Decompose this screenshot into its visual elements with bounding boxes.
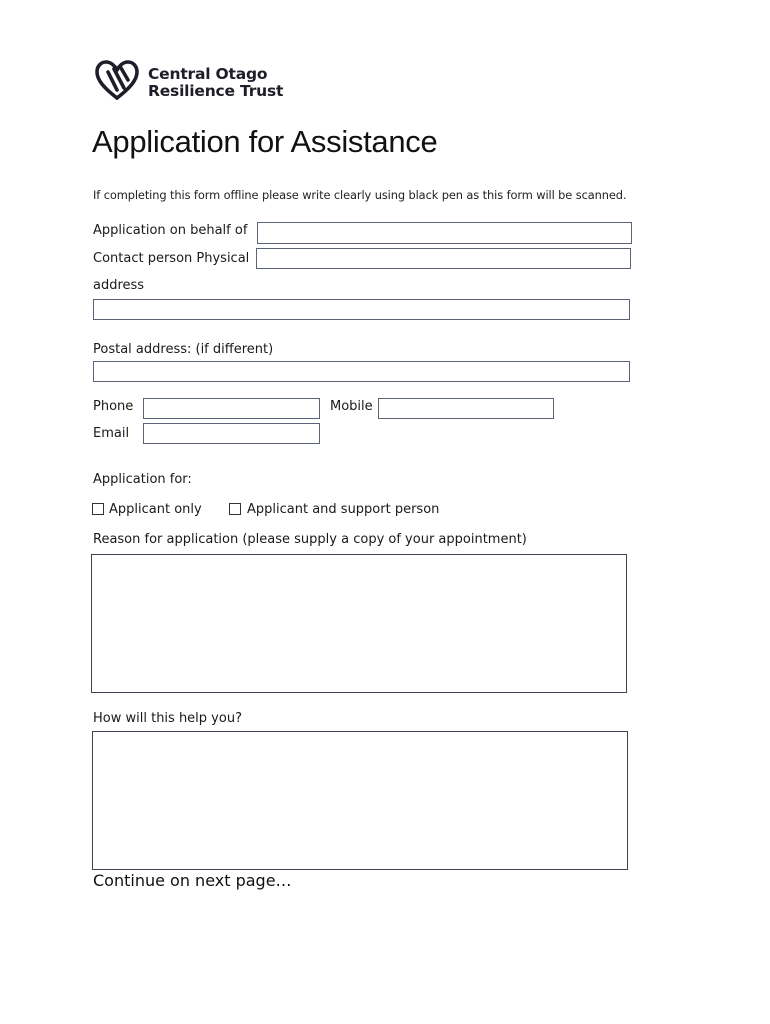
behalf-input[interactable]	[257, 222, 632, 244]
applicant-only-checkbox[interactable]	[92, 503, 104, 515]
email-input[interactable]	[143, 423, 320, 444]
help-textarea[interactable]	[92, 731, 628, 870]
continue-note: Continue on next page…	[93, 871, 292, 890]
contact-input[interactable]	[256, 248, 631, 269]
behalf-label: Application on behalf of	[93, 223, 248, 238]
postal-label: Postal address: (if different)	[93, 342, 274, 357]
org-name-line2: Resilience Trust	[148, 82, 284, 100]
reason-label: Reason for application (please supply a copy of your appointment)	[93, 532, 527, 547]
applicant-only-label: Applicant only	[109, 502, 202, 517]
page-title: Application for Assistance	[92, 124, 438, 159]
contact-label: Contact person Physical	[93, 251, 250, 266]
email-label: Email	[93, 426, 130, 441]
org-name	[148, 66, 283, 100]
applicant-support-checkbox[interactable]	[229, 503, 241, 515]
address-label: address	[93, 278, 145, 293]
help-label: How will this help you?	[93, 711, 242, 726]
phone-input[interactable]	[143, 398, 320, 419]
form-instructions: If completing this form offline please write clearly using black pen as this form will be scanned.	[93, 188, 627, 202]
applicant-support-label: Applicant and support person	[247, 502, 440, 517]
mobile-input[interactable]	[378, 398, 554, 419]
application-for-label: Application for:	[93, 472, 192, 487]
physical-address-input[interactable]	[93, 299, 630, 320]
mobile-label: Mobile	[330, 399, 373, 414]
phone-label: Phone	[93, 399, 134, 414]
org-name-line1: Central Otago	[148, 65, 268, 83]
reason-textarea[interactable]	[91, 554, 627, 693]
postal-address-input[interactable]	[93, 361, 630, 382]
logo-heart-icon	[94, 60, 140, 102]
